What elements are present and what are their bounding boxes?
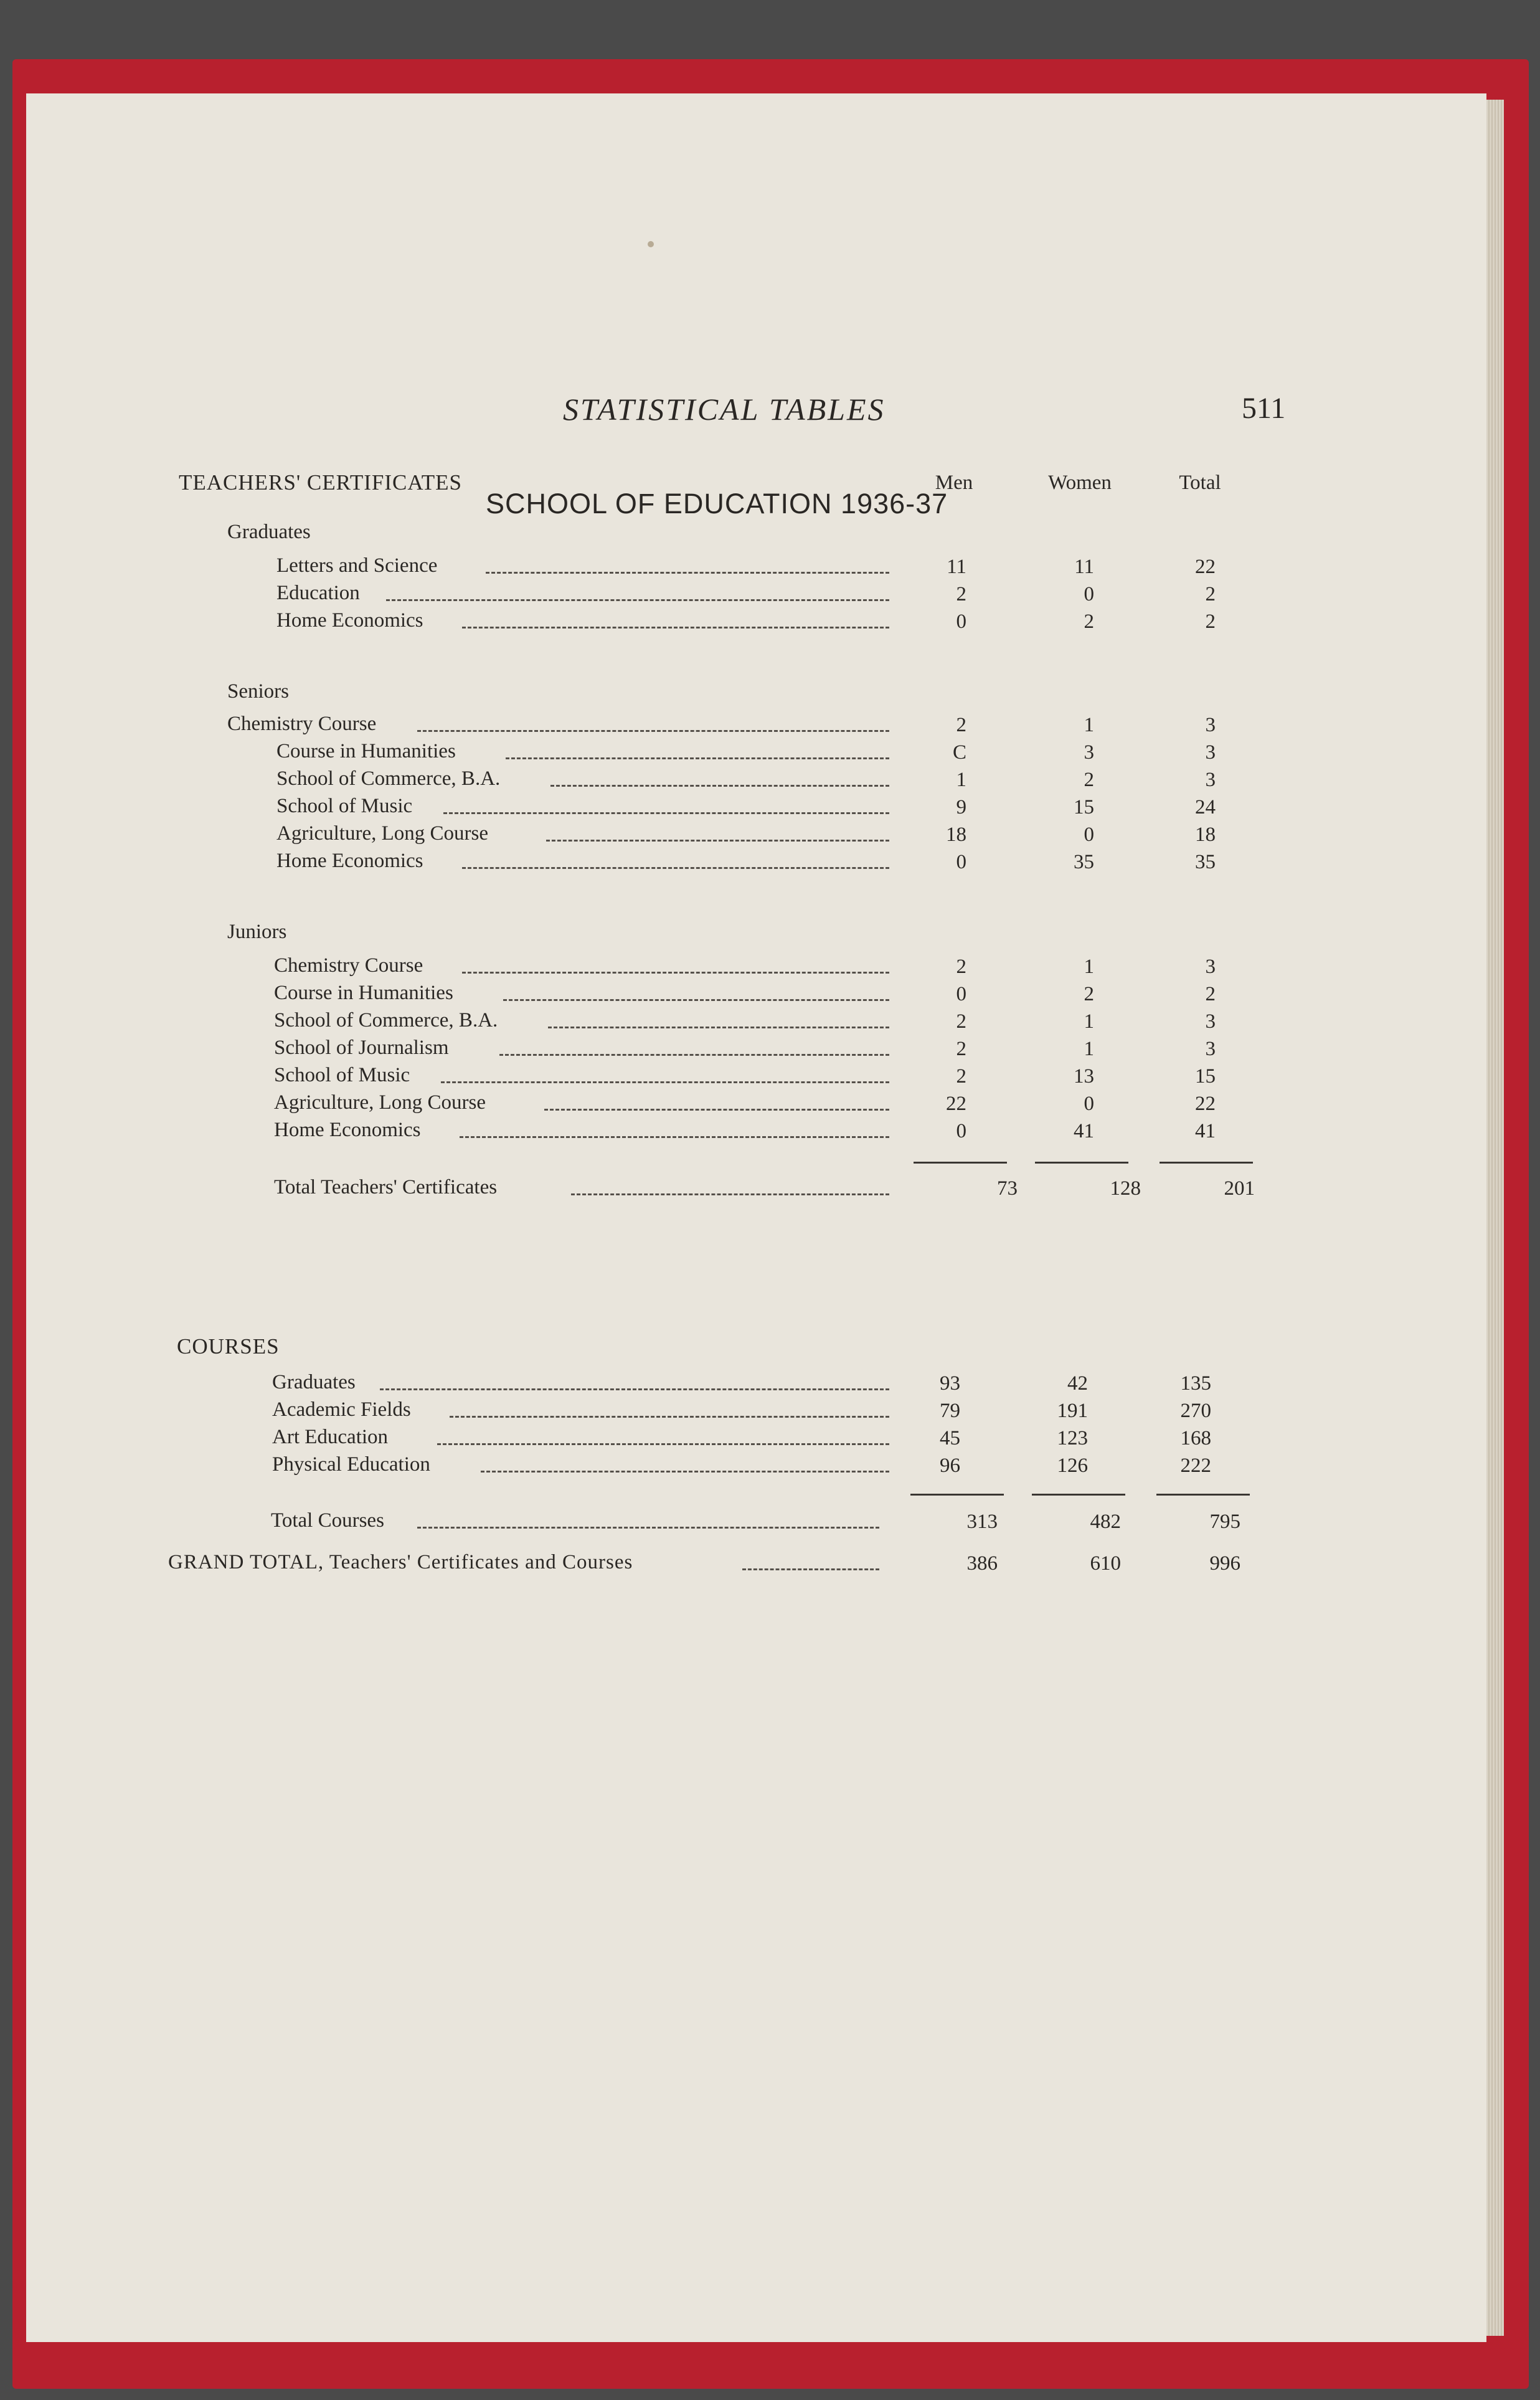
dot-leader [550,785,889,787]
cell-men: 73 [997,1177,1018,1200]
dot-leader [481,1471,889,1473]
dot-leader [548,1027,889,1028]
row-label: Education [276,582,360,604]
row-label: Art Education [272,1426,389,1448]
page-speck [648,241,654,247]
row-label: Course in Humanities [274,982,453,1004]
cell-total: 2 [1205,610,1216,633]
row-label: Graduates [272,1371,356,1393]
row-label: Total Courses [271,1509,384,1532]
cell-women: 126 [1057,1454,1088,1477]
cell-women: 191 [1057,1400,1088,1422]
row-label: Home Economics [276,850,423,872]
cell-women: 123 [1057,1427,1088,1449]
cell-men: 386 [966,1552,998,1575]
cell-women: 41 [1074,1120,1094,1142]
cell-men: 2 [956,583,966,605]
cell-men: 2 [956,1038,966,1060]
sum-rule [914,1162,1007,1164]
row-label: Chemistry Course [227,713,377,735]
cell-men: 79 [940,1400,960,1422]
dot-leader [417,1527,879,1529]
cell-total: 996 [1209,1552,1240,1575]
dot-leader [417,730,889,732]
cell-women: 42 [1067,1372,1088,1395]
row-label: School of Commerce, B.A. [274,1009,498,1032]
cell-total: 168 [1180,1427,1211,1449]
cell-men: 22 [946,1093,966,1115]
row-label: School of Journalism [274,1036,449,1059]
cell-women: 2 [1084,983,1094,1005]
row-label: School of Music [276,795,413,817]
cell-total: 3 [1205,714,1216,736]
dot-leader [437,1443,889,1445]
group-heading-graduates: Graduates [227,521,311,543]
group-heading-juniors: Juniors [227,921,287,943]
dot-leader [503,999,889,1001]
cell-total: 24 [1195,796,1216,818]
cell-men: 9 [956,796,966,818]
cell-men: 2 [956,714,966,736]
cell-total: 270 [1180,1400,1211,1422]
cell-women: 0 [1084,823,1094,846]
dot-leader [544,1109,889,1111]
book-page [26,93,1486,2342]
page-edges [1486,100,1504,2336]
dot-leader [571,1193,889,1195]
cell-men: 1 [956,769,966,791]
running-title: STATISTICAL TABLES [563,392,886,427]
row-label: Total Teachers' Certificates [274,1176,498,1198]
dot-leader [546,840,889,842]
dot-leader [380,1388,889,1390]
cell-men: 2 [956,956,966,978]
sum-rule [1032,1494,1125,1496]
dot-leader [460,1136,889,1138]
cell-total: 201 [1224,1177,1255,1200]
sum-rule [1160,1162,1253,1164]
cell-total: 2 [1205,983,1216,1005]
cell-men: 45 [940,1427,960,1449]
row-label: Letters and Science [276,554,438,577]
cell-women: 15 [1074,796,1094,818]
dot-leader [742,1568,879,1570]
page-number: 511 [1242,392,1286,425]
sum-rule [1035,1162,1128,1164]
row-label: Academic Fields [272,1398,411,1421]
row-label: Agriculture, Long Course [274,1091,486,1114]
row-label: Course in Humanities [276,740,456,762]
cell-men: 96 [940,1454,960,1477]
dot-leader [443,812,889,814]
cell-total: 22 [1195,1093,1216,1115]
cell-women: 35 [1074,851,1094,873]
cell-total: 22 [1195,556,1216,578]
cell-total: 18 [1195,823,1216,846]
row-label: GRAND TOTAL, Teachers' Certificates and Courses [168,1551,633,1573]
certificates-heading: TEACHERS' CERTIFICATES [179,470,462,495]
courses-heading: COURSES [177,1334,280,1359]
cell-total: 2 [1205,583,1216,605]
dot-leader [486,572,889,574]
cell-women: 11 [1074,556,1094,578]
cell-women: 1 [1084,956,1094,978]
table-title: SCHOOL OF EDUCATION 1936-37 [486,488,948,519]
cell-total: 3 [1205,1010,1216,1033]
cell-men: 0 [956,983,966,1005]
cell-men: 0 [956,851,966,873]
sum-rule [910,1494,1004,1496]
row-label: Home Economics [274,1119,421,1141]
cell-women: 1 [1084,714,1094,736]
cell-men: 11 [947,556,966,578]
cell-men: 2 [956,1010,966,1033]
cell-total: 795 [1209,1511,1240,1533]
cell-women: 482 [1090,1511,1121,1533]
dot-leader [450,1416,889,1418]
cell-total: 41 [1195,1120,1216,1142]
row-label: Home Economics [276,609,423,632]
dot-leader [462,972,889,974]
cell-women: 2 [1084,769,1094,791]
cell-women: 128 [1110,1177,1141,1200]
dot-leader [462,627,889,628]
cell-women: 3 [1084,741,1094,764]
dot-leader [462,867,889,869]
cell-men: 18 [946,823,966,846]
cell-total: 15 [1195,1065,1216,1088]
cell-total: 3 [1205,956,1216,978]
column-header-total: Total [1179,472,1221,494]
cell-men: 93 [940,1372,960,1395]
cell-total: 3 [1205,769,1216,791]
cell-men: 0 [956,1120,966,1142]
row-label: School of Commerce, B.A. [276,767,501,790]
cell-men: 313 [966,1511,998,1533]
cell-total: 3 [1205,1038,1216,1060]
dot-leader [386,599,889,601]
cell-women: 610 [1090,1552,1121,1575]
cell-women: 0 [1084,583,1094,605]
column-header-women: Women [1048,472,1112,494]
dot-leader [499,1054,889,1056]
row-label: Chemistry Course [274,954,423,977]
cell-women: 1 [1084,1038,1094,1060]
row-label: School of Music [274,1064,410,1086]
dot-leader [441,1081,889,1083]
row-label: Physical Education [272,1453,430,1476]
cell-men: C [952,741,966,764]
row-label: Agriculture, Long Course [276,822,489,845]
cell-women: 1 [1084,1010,1094,1033]
cell-women: 0 [1084,1093,1094,1115]
cell-men: 0 [956,610,966,633]
cell-women: 2 [1084,610,1094,633]
cell-total: 222 [1180,1454,1211,1477]
cell-women: 13 [1074,1065,1094,1088]
column-header-men: Men [935,472,973,494]
sum-rule [1156,1494,1250,1496]
dot-leader [506,757,889,759]
cell-total: 135 [1180,1372,1211,1395]
cell-men: 2 [956,1065,966,1088]
group-heading-seniors: Seniors [227,680,289,703]
cell-total: 3 [1205,741,1216,764]
cell-total: 35 [1195,851,1216,873]
